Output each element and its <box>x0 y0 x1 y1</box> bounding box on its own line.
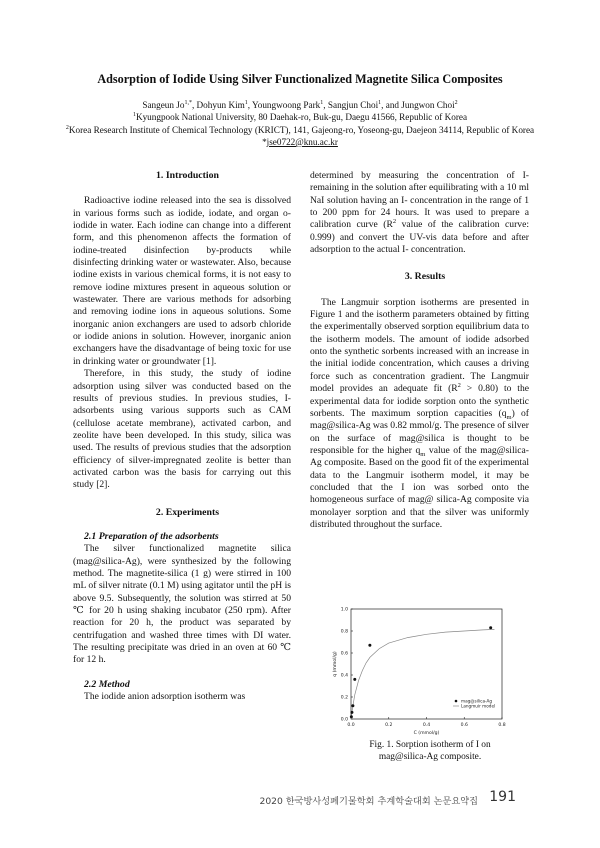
affiliation-sup: 2 <box>65 124 69 131</box>
y-tick-label: 0.4 <box>340 673 348 679</box>
text-run: ) of mag@silica-Ag was 0.82 mmol/g. The presence of silver on the surface of mag@silica is thought to be responsible for the higher q <box>310 407 529 456</box>
author-sup: 1 <box>320 99 324 106</box>
text-run: > 0.80) to the experimental data for iodide sorption onto the synthetic sorbents. The maximum sorption capacities (q <box>310 383 530 419</box>
contact-email <box>40 136 560 148</box>
author-name: , Sangjun Choi <box>323 100 379 110</box>
subsection-heading-preparation: 2.1 Preparation of the adsorbents <box>84 530 219 542</box>
author-name: , Dohyun Kim <box>191 100 245 110</box>
data-point <box>351 704 354 707</box>
email-link[interactable]: jse0722@knu.ac.kr <box>266 136 338 147</box>
author-name: , and Jungwon Choi <box>381 100 455 110</box>
x-tick-label: 0.6 <box>460 723 468 728</box>
data-point <box>368 644 371 647</box>
author-sup: 1,* <box>184 99 192 106</box>
author-name: , Youngwoong Park <box>247 100 321 110</box>
x-tick-label: 0.4 <box>422 723 431 728</box>
data-point <box>489 626 492 629</box>
paper-title: Adsorption of Iodide Using Silver Functionalized Magnetite Silica Composites <box>97 72 503 86</box>
caption-line: mag@silica-Ag composite. <box>378 752 482 762</box>
author-sup: 1 <box>244 99 248 106</box>
affiliation-2 <box>40 124 560 136</box>
paragraph-intro-2: Therefore, in this study, the study of iodine adsorption using silver was conducted based on the results of previous studies. In previous studies, I-adsorbents using various supports such as CAM (cellulose acetate membrane), activated carbon, and zeolite have been developed. In this study, silica was used. The results of previous studies that the adsorption efficiency of silver-impregnated zeolite is better than activated carbon was the basis for carrying out this study [2]. <box>73 368 291 491</box>
author-block <box>40 99 560 148</box>
email-prefix: * <box>262 136 267 147</box>
author-list <box>40 99 560 111</box>
y-tick-label: 0.8 <box>340 629 348 635</box>
y-tick-label: 0.6 <box>340 651 348 657</box>
text-run: value of the calibration curve: 0.999) and convert the UV-vis data before and after adsorption to the actual I- concentration. <box>310 219 529 256</box>
superscript: 2 <box>457 381 461 389</box>
y-tick-label: 0.2 <box>340 695 348 701</box>
affiliation-text: Kyungpook National University, 80 Daehak-ro, Buk-gu, Daegu 41566, Republic of Korea <box>135 112 468 123</box>
y-tick-label: 1.0 <box>340 607 348 613</box>
legend-label-points: mag@silica-Ag <box>461 698 492 704</box>
data-point <box>353 678 356 681</box>
data-point <box>350 715 353 718</box>
sorption-isotherm-chart <box>330 605 520 743</box>
paragraph-results <box>310 297 529 532</box>
text-run: determined by measuring the concentration of I- remaining in the solution after equilibrating with a 10 ml NaI solution having an I- concentration in the range of 1 to 200 ppm for 24 hours. It was used to prepare a calibration curve (R <box>310 170 529 231</box>
paragraph-method: The iodide anion adsorption isotherm was <box>84 691 246 703</box>
author-sup: 2 <box>454 99 458 106</box>
affiliation-text: Korea Research Institute of Chemical Technology (KRICT), 141, Gajeong-ro, Yoseong-gu, Daejeon 34114, Republic of Korea <box>68 124 535 135</box>
subscript: m <box>506 413 512 421</box>
legend-marker-points <box>455 700 458 703</box>
section-heading-introduction: 1. Introduction <box>156 170 219 181</box>
paragraph-method-continued <box>310 170 529 256</box>
author-name: Sangeun Jo <box>142 100 185 110</box>
paragraph-intro-1: Radioactive iodine released into the sea is dissolved in various forms such as iodide, iodate, and organ o-iodide in water. Each iodine can change into a different form, and this phenomenon affects the formation of iodine-treated disinfection by-products while disinfecting drinking water or wastewater. Also, because iodine exists in various chemical forms, it is not easy to remove iodine mixtures present in aqueous solution or wastewater. There are various methods for adsorbing and removing iodine ions in aqueous solutions. Some inorganic anion exchangers are used to adsorb chloride or iodide anions in solution. However, inorganic anion exchangers have the disadvantage of being toxic for use in drinking water or groundwater [1]. <box>73 195 291 367</box>
right-column <box>310 170 529 531</box>
data-point <box>350 711 353 714</box>
page-number: 191 <box>489 789 516 805</box>
affiliation-sup: 1 <box>132 112 136 119</box>
x-axis-label: C (mmol/g) <box>413 731 440 736</box>
section-heading-experiments: 2. Experiments <box>155 506 220 518</box>
subsection-heading-method: 2.2 Method <box>84 678 130 690</box>
legend-label-line: Langmuir model <box>461 703 496 709</box>
superscript: 2 <box>392 218 397 226</box>
y-axis-label: q (mmol/g) <box>333 651 338 677</box>
figure-caption <box>330 739 530 763</box>
affiliation-1 <box>40 111 560 123</box>
section-heading-results: 3. Results <box>404 271 446 283</box>
x-tick-label: 0.0 <box>347 723 355 728</box>
author-sup: 1 <box>378 99 382 106</box>
x-tick-label: 0.2 <box>385 723 393 728</box>
page-footer <box>259 789 530 809</box>
x-tick-label: 0.8 <box>498 723 506 728</box>
text-run: The Langmuir sorption isotherms are presented in Figure 1 and the isotherm parameters obtained by fitting the experimentally observed sorption equilibrium data to the isotherm models. The amount of iodide adsorbed onto the synthetic sorbents increased with an increase in the initial iodide concentration, which causes a driving force such as concentration gradient. The Langmuir model provides an adequate fit (R <box>310 296 529 395</box>
y-tick-label: 0.0 <box>340 717 348 723</box>
footer-proceedings-title: 2020 한국방사성폐기물학회 추계학술대회 논문요약집 <box>259 796 478 807</box>
text-run: value of the mag@silica-Ag composite. Based on the good fit of the experimental data to the Langmuir isotherm model, it may be concluded that the I ion was sorbed onto the homogeneous surface of mag@ silica-Ag composite via monolayer sorption and that the silver was uniformly distributed throughout the surface. <box>310 444 529 530</box>
paragraph-preparation: The silver functionalized magnetite silica (mag@silica-Ag), were synthesized by the following method. The magnetite-silica (1 g) were stirred in 100 mL of silver nitrate (0.1 M) using agitator until the pH is above 9.5. Subsequently, the solution was stirred at 50 ℃ for 20 h using shaking incubator (250 rpm). After reaction for 20 h, the product was separated by centrifugation and washed three times with DI water. The resulting precipitate was dried in an oven at 60 ℃ for 12 h. <box>73 543 291 666</box>
left-column <box>73 170 291 703</box>
subscript: m <box>420 450 426 458</box>
caption-line: Fig. 1. Sorption isotherm of I on <box>369 740 491 750</box>
